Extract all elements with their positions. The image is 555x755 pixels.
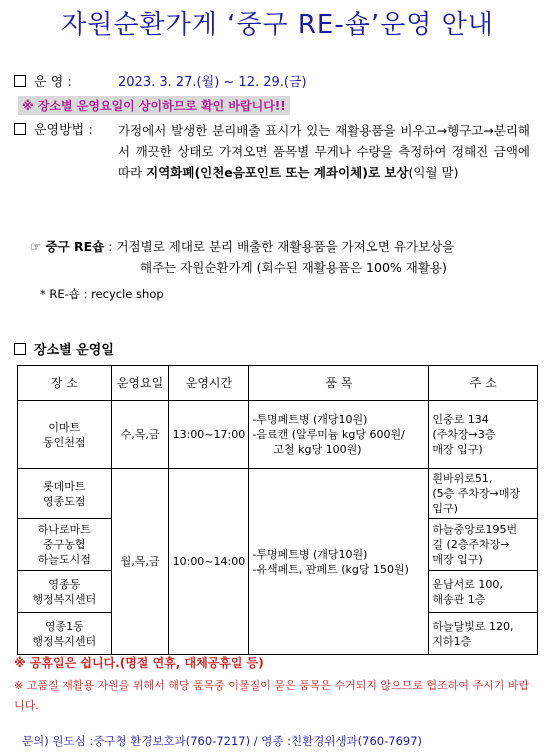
period-label: 운 영 :	[14, 72, 72, 94]
table-row	[18, 401, 538, 469]
cell-time: 10:00~14:00	[169, 469, 249, 655]
store-description: ☞ 중구 RE숍 : 거점별로 제대로 분리 배출한 재활용품을 가져오면 유가보상을 해주는 자원순환가게 (회수된 재활용품은 100% 재활용)	[30, 239, 455, 275]
notice-banner: ※ 장소별 운영요일이 상이하므로 확인 바랍니다!!	[18, 96, 290, 115]
header-items: 품 목	[249, 366, 429, 401]
quality-notice: ※ 고품질 재활용 자원을 위해서 해당 품목중 이물질이 묻은 품목은 수거되지 않으므로 협조하여 주시기 바랍니다.	[14, 679, 530, 712]
cell-time: 13:00~17:00	[169, 401, 249, 469]
table-header-row	[18, 366, 538, 401]
method-text: 가정에서 발생한 분리배출 표시가 있는 재활용품을 비우고→헹구고→분리해서 깨끗한 상태로 가져오면 품목별 무게나 수량을 측정하여 정해진 금액에 따라 지역화폐(인천e음포인트 또는 계좌이체)로 보상(익월 말)	[118, 123, 530, 180]
page-title: 자원순환가게 ‘중구 RE-숍’운영 안내	[61, 10, 494, 40]
checkbox-icon	[14, 75, 26, 87]
period-value: 2023. 3. 27.(월) ~ 12. 29.(금)	[118, 75, 307, 90]
header-time: 운영시간	[169, 366, 249, 401]
cell-place: 이마트 동인천점	[18, 401, 112, 469]
footnote: * RE-숍 : recycle shop	[40, 287, 164, 301]
checkbox-icon	[14, 123, 26, 135]
cell-items: -투명페트병 (개당10원) -음료캔 (알루미늄 kg당 600원/ 고철 kg당 100원)	[249, 401, 429, 469]
method-label: 운영방법 :	[14, 120, 93, 142]
cell-place: 하나로마트 중구농협 하늘도시점	[18, 519, 112, 571]
cell-address: 하늘중앙로195번 길 (2층주차장→ 매장 입구)	[429, 519, 538, 571]
header-place: 장 소	[18, 366, 112, 401]
contact-info: 문의) 원도심 :중구청 환경보호과(760-7217) / 영종 :친환경위생과(760-7697)	[22, 734, 423, 748]
cell-address: 인중로 134 (주차장→3층 매장 입구)	[429, 401, 538, 469]
cell-address: 흰바위로51, (5층 주차장→매장 입구)	[429, 469, 538, 519]
header-address: 주 소	[429, 366, 538, 401]
cell-place: 롯데마트 영종도점	[18, 469, 112, 519]
cell-place: 영종동 행정복지센터	[18, 571, 112, 613]
schedule-table	[17, 365, 538, 655]
cell-items: -투명페트병 (개당10원) -유색페트, 판페트 (kg당 150원)	[249, 469, 429, 655]
cell-days: 월,목,금	[111, 469, 169, 655]
cell-address: 운남서로 100, 해송관 1층	[429, 571, 538, 613]
checkbox-icon	[14, 343, 26, 355]
cell-days: 수,목,금	[111, 401, 169, 469]
cell-address: 하늘달빛로 120, 지하1층	[429, 613, 538, 655]
schedule-title: 장소별 운영일	[14, 340, 114, 362]
table-row	[18, 469, 538, 519]
cell-place: 영종1동 행정복지센터	[18, 613, 112, 655]
holiday-notice: ※ 공휴일은 쉽니다.(명절 연휴, 대체공휴일 등)	[14, 656, 264, 670]
header-days: 운영요일	[111, 366, 169, 401]
